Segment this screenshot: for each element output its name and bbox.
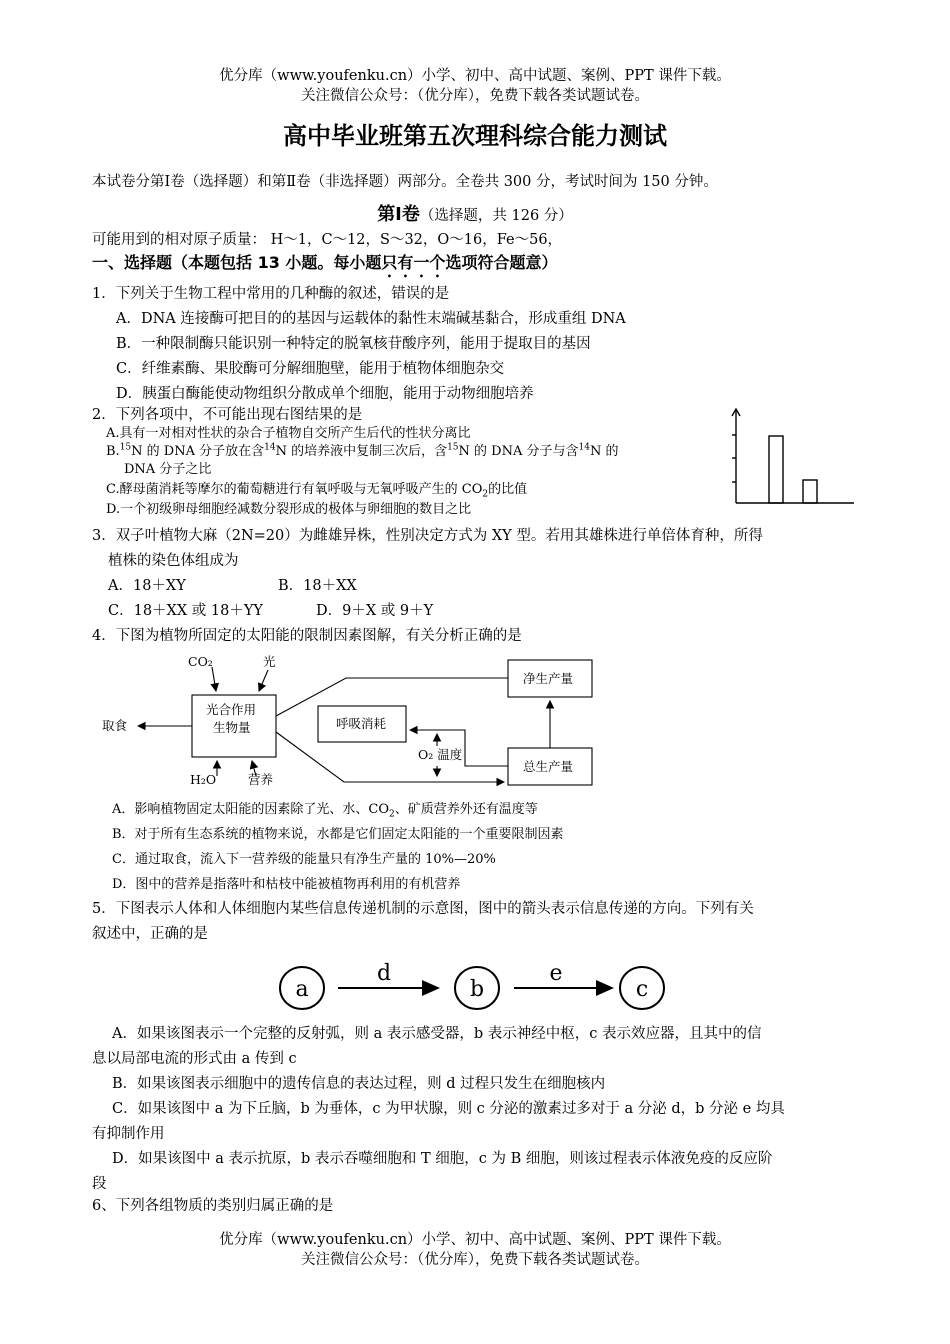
q5-option-a-line2: 息以局部电流的形式由 a 传到 c (92, 1051, 297, 1067)
part1-subtitle: （选择题，共 126 分） (419, 208, 573, 224)
q3-option-b: B．18＋XX (278, 578, 357, 594)
label-photosynthesis-2: 生物量 (213, 720, 251, 735)
q1-option-d: D．胰蛋白酶能使动物组织分散成单个细胞，能用于动物细胞培养 (116, 386, 534, 402)
q4-option-c: C．通过取食，流入下一营养级的能量只有净生产量的 10%—20% (112, 852, 496, 867)
q3-option-c: C．18＋XX 或 18＋YY (108, 603, 264, 619)
q2-bar-chart (724, 404, 858, 508)
q2-option-b-line1: B.$^{15}$N 的 DNA 分子放在含$^{14}$N 的培养液中复制三次后，含$^{15}$N 的 DNA 分子与含$^{14}$N 的 (106, 442, 619, 459)
q2-option-c: C.酵母菌消耗等摩尔的葡萄糖进行有氧呼吸与无氧呼吸产生的 $CO_2$的比值 (106, 482, 528, 500)
q2-option-d: D.一个初级卵母细胞经减数分裂形成的极体与卵细胞的数目之比 (106, 502, 472, 517)
part1-title: 第Ⅰ卷 (377, 204, 420, 225)
q5-stem-line1: 5．下图表示人体和人体细胞内某些信息传递机制的示意图，图中的箭头表示信息传递的方向。下列有关 (92, 901, 754, 917)
q5-diagram (270, 958, 674, 1018)
q4-diagram (96, 650, 606, 794)
section1-heading-post: 选项符合题意） (445, 253, 558, 272)
section1-heading (92, 252, 557, 281)
header-line-2: 关注微信公众号：（优分库），免费下载各类试题试卷。 (301, 88, 649, 104)
label-take-food: 取食 (102, 718, 128, 733)
label-o2-temperature: O₂ 温度 (418, 747, 463, 762)
q5-option-c-line1: C．如果该图中 a 为下丘脑，b 为垂体，c 为甲状腺，则 c 分泌的激素过多对于 a 分泌 d，b 分泌 e 均具 (112, 1101, 785, 1117)
q4-option-a: A．影响植物固定太阳能的因素除了光、水、$CO_2$、矿质营养外还有温度等 (112, 802, 538, 820)
atomic-mass-line: 可能用到的相对原子质量： H～1，C～12，S～32，O～16，Fe～56， (92, 232, 563, 248)
q6-stem: 6、下列各组物质的类别归属正确的是 (92, 1198, 334, 1214)
q4-option-b: B．对于所有生态系统的植物来说，水都是它们固定太阳能的一个重要限制因素 (112, 827, 564, 842)
q4-option-d: D．图中的营养是指落叶和枯枝中能被植物再利用的有机营养 (112, 877, 461, 892)
q5-option-b: B．如果该图表示细胞中的遗传信息的表达过程，则 d 过程只发生在细胞核内 (112, 1076, 606, 1092)
intro-text: 本试卷分第Ⅰ卷（选择题）和第Ⅱ卷（非选择题）两部分。全卷共 300 分，考试时间为 150 分钟。 (92, 174, 718, 190)
q3-stem-line2: 植株的染色体组成为 (108, 553, 239, 569)
section1-heading-emphasis: 只有一个 (381, 253, 446, 272)
label-light: 光 (263, 654, 276, 669)
q3-option-d: D．9＋X 或 9＋Y (316, 603, 434, 619)
q3-stem-line1: 3．双子叶植物大麻（2N=20）为雌雄异株，性别决定方式为 XY 型。若用其雄株进行单倍体育种，所得 (92, 528, 763, 544)
label-photosynthesis-1: 光合作用 (206, 702, 257, 717)
q5-option-d-line2: 段 (92, 1176, 107, 1192)
q1-stem: 1．下列关于生物工程中常用的几种酶的叙述，错误的是 (92, 286, 450, 302)
part1-heading (0, 200, 950, 226)
label-co2: CO₂ (188, 654, 213, 669)
node-a-label: a (295, 977, 309, 1002)
label-net-production: 净生产量 (523, 671, 574, 686)
label-gross-production: 总生产量 (523, 759, 574, 774)
arrow-d-label: d (376, 961, 392, 986)
q4-stem: 4．下图为植物所固定的太阳能的限制因素图解，有关分析正确的是 (92, 628, 522, 644)
q1-option-a: A．DNA 连接酶可把目的的基因与运载体的黏性末端碱基黏合，形成重组 DNA (116, 311, 626, 327)
q3-option-a: A．18＋XY (108, 578, 186, 594)
label-h2o: H₂O (190, 772, 217, 787)
label-respiration: 呼吸消耗 (336, 716, 387, 731)
q5-option-d-line1: D．如果该图中 a 表示抗原，b 表示吞噬细胞和 T 细胞，c 为 B 细胞，则该过程表示体液免疫的反应阶 (112, 1151, 773, 1167)
q5-option-a-line1: A．如果该图表示一个完整的反射弧，则 a 表示感受器，b 表示神经中枢，c 表示效应器，且其中的信 (112, 1026, 762, 1042)
page-title: 高中毕业班第五次理科综合能力测试 (283, 122, 667, 150)
label-nutrient: 营养 (248, 772, 274, 787)
chart-bar-small (803, 480, 817, 503)
q2-option-b-line2: DNA 分子之比 (124, 462, 212, 477)
footer-line-2: 关注微信公众号：（优分库），免费下载各类试题试卷。 (301, 1252, 649, 1268)
node-c-label: c (635, 977, 649, 1002)
arrow-e-label: e (549, 961, 563, 986)
q2-stem: 2．下列各项中，不可能出现右图结果的是 (92, 407, 363, 423)
header-line-1: 优分库（www.youfenku.cn）小学、初中、高中试题、案例、PPT 课件下载。 (219, 68, 731, 84)
q1-option-b: B．一种限制酶只能识别一种特定的脱氧核苷酸序列，能用于提取目的基因 (116, 336, 591, 352)
node-b-label: b (469, 977, 485, 1002)
footer-line-1: 优分库（www.youfenku.cn）小学、初中、高中试题、案例、PPT 课件下载。 (219, 1232, 731, 1248)
q5-stem-line2: 叙述中，正确的是 (92, 926, 208, 942)
q5-option-c-line2: 有抑制作用 (92, 1126, 165, 1142)
q1-option-c: C．纤维素酶、果胶酶可分解细胞壁，能用于植物体细胞杂交 (116, 361, 505, 377)
chart-bar-large (769, 436, 783, 503)
q2-option-a: A.具有一对相对性状的杂合子植物自交所产生后代的性状分离比 (106, 426, 471, 441)
section1-heading-pre: 一、选择题（本题包括 13 小题。每小题 (92, 253, 382, 272)
